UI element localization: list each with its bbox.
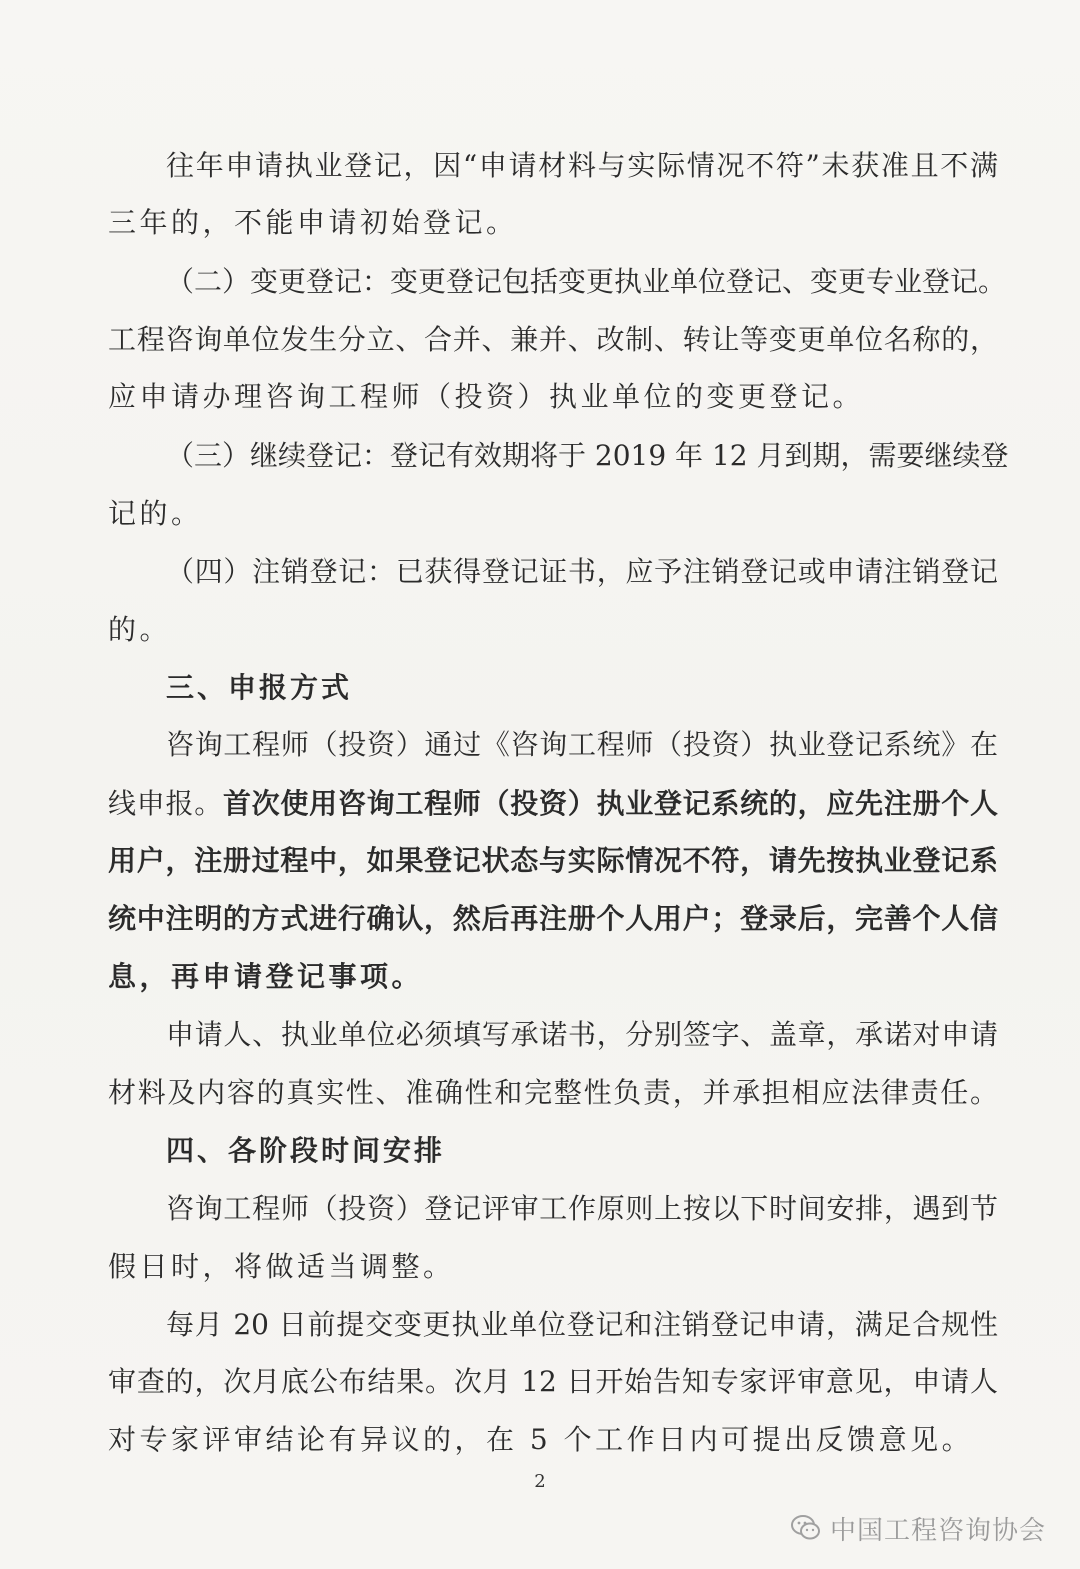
section-item-3-line: （三）继续登记：登记有效期将于 2019 年 12 月到期，需要继续登 xyxy=(166,439,1009,472)
paragraph-line: 工程咨询单位发生分立、合并、兼并、改制、转让等变更单位名称的， xyxy=(108,323,998,356)
section-heading-4: 四、各阶段时间安排 xyxy=(166,1134,446,1167)
paragraph-line: 往年申请执业登记，因“申请材料与实际情况不符”未获准且不满 xyxy=(166,149,998,182)
section-item-2-line: （二）变更登记：变更登记包括变更执业单位登记、变更专业登记。 xyxy=(166,265,1007,298)
normal-text: 线申报。 xyxy=(108,787,223,820)
paragraph-line: 记的。 xyxy=(108,497,203,530)
bold-text: 首次使用咨询工程师（投资）执业登记系统的，应先注册个人 xyxy=(222,787,998,820)
paragraph-line: 申请人、执业单位必须填写承诺书，分别签字、盖章，承诺对申请 xyxy=(166,1018,998,1051)
paragraph-line: 咨询工程师（投资）通过《咨询工程师（投资）执业登记系统》在 xyxy=(166,728,998,761)
bold-paragraph-line: 用户，注册过程中，如果登记状态与实际情况不符，请先按执业登记系 xyxy=(108,844,998,877)
page-number: 2 xyxy=(534,1471,546,1492)
paragraph-line: 的。 xyxy=(108,613,172,646)
paragraph-line: 对专家评审结论有异议的，在 5 个工作日内可提出反馈意见。 xyxy=(108,1423,974,1456)
watermark xyxy=(790,1508,1046,1548)
paragraph-line: 咨询工程师（投资）登记评审工作原则上按以下时间安排，遇到节 xyxy=(166,1192,998,1225)
paragraph-line: 材料及内容的真实性、准确性和完整性负责，并承担相应法律责任。 xyxy=(108,1076,998,1109)
bold-paragraph-line: 统中注明的方式进行确认，然后再注册个人用户；登录后，完善个人信 xyxy=(108,902,998,935)
bold-paragraph-line: 息，再申请登记事项。 xyxy=(108,960,424,993)
paragraph-line: 每月 20 日前提交变更执业单位登记和注销登记申请，满足合规性 xyxy=(166,1308,998,1341)
section-heading-3: 三、申报方式 xyxy=(166,671,353,704)
paragraph-line: 审查的，次月底公布结果。次月 12 日开始告知专家评审意见，申请人 xyxy=(108,1365,998,1398)
watermark-text: 中国工程咨询协会 xyxy=(830,1515,1047,1546)
paragraph-line: 应申请办理咨询工程师（投资）执业单位的变更登记。 xyxy=(108,380,865,413)
paragraph-line: 三年的，不能申请初始登记。 xyxy=(108,206,518,239)
paragraph-line-mixed xyxy=(108,784,998,824)
section-item-4-line: （四）注销登记：已获得登记证书，应予注销登记或申请注销登记 xyxy=(166,555,998,588)
paragraph-line: 假日时，将做适当调整。 xyxy=(108,1250,455,1283)
wechat-icon xyxy=(790,1512,822,1544)
